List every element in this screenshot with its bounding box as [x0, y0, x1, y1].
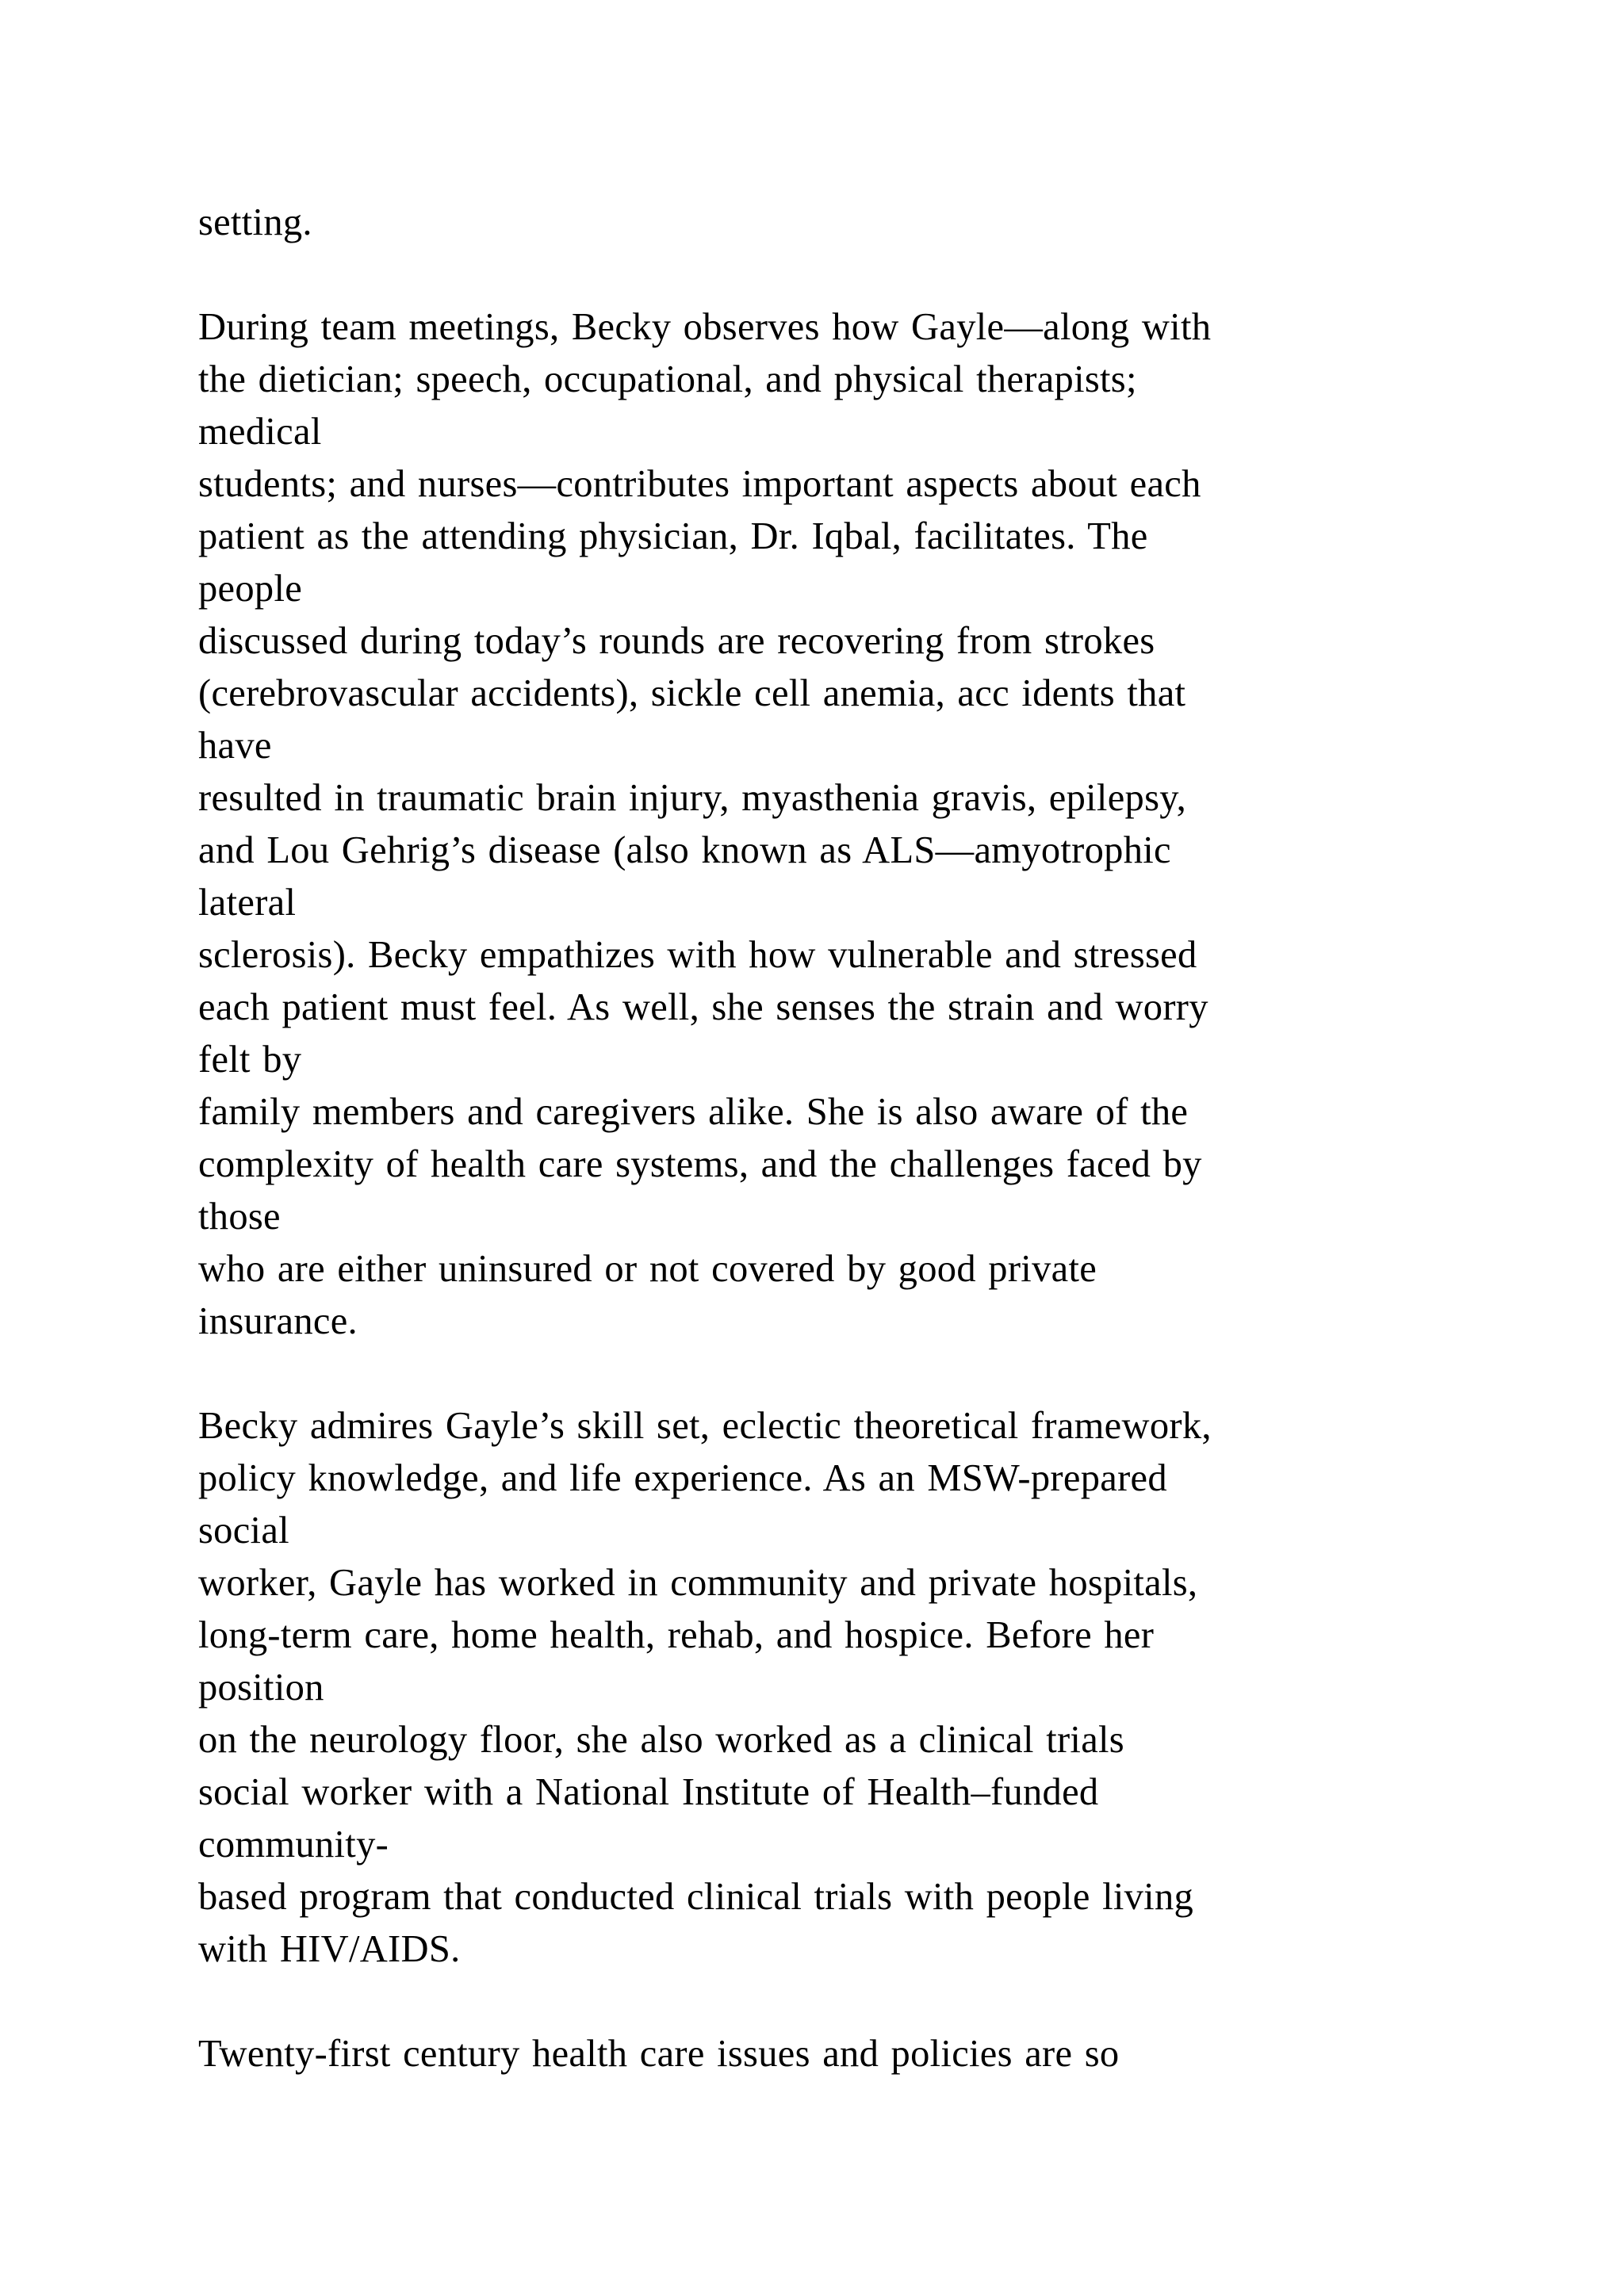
text-line: students; and nurses—contributes important aspects about each	[198, 463, 1201, 505]
paragraph-gap	[198, 249, 1546, 301]
text-line: who are either uninsured or not covered by good private	[198, 1248, 1097, 1290]
text-line: lateral	[198, 882, 297, 924]
text-line: worker, Gayle has worked in community and private hospitals,	[198, 1562, 1198, 1604]
text-line: based program that conducted clinical trials with people living	[198, 1876, 1194, 1918]
text-line: those	[198, 1196, 281, 1238]
text-line: community-	[198, 1823, 389, 1866]
text-line: discussed during today’s rounds are recovering from strokes	[198, 620, 1155, 662]
text-line: medical	[198, 411, 322, 453]
text-line: each patient must feel. As well, she senses the strain and worry	[198, 986, 1208, 1028]
paragraph-gap	[198, 1976, 1546, 2028]
text-line: social	[198, 1510, 289, 1552]
text-line: resulted in traumatic brain injury, myasthenia gravis, epilepsy,	[198, 777, 1187, 819]
text-line: Becky admires Gayle’s skill set, eclectic theoretical framework,	[198, 1405, 1212, 1447]
text-line: people	[198, 568, 303, 610]
text-line: and Lou Gehrig’s disease (also known as ALS—amyotrophic	[198, 829, 1171, 871]
paragraph-3	[198, 1400, 1546, 1976]
document-body	[198, 197, 1546, 2080]
text-line: complexity of health care systems, and the challenges faced by	[198, 1143, 1202, 1185]
text-line: with HIV/AIDS.	[198, 1928, 461, 1970]
text-line: the dietician; speech, occupational, and physical therapists;	[198, 358, 1137, 400]
text-line: on the neurology floor, she also worked as a clinical trials	[198, 1719, 1124, 1761]
text-line: patient as the attending physician, Dr. Iqbal, facilitates. The	[198, 515, 1148, 557]
paragraph-gap	[198, 1348, 1546, 1400]
text-line: social worker with a National Institute of Health–funded	[198, 1771, 1099, 1813]
text-line: family members and caregivers alike. She is also aware of the	[198, 1091, 1189, 1133]
text-line: During team meetings, Becky observes how Gayle—along with	[198, 306, 1212, 348]
text-line: position	[198, 1667, 324, 1709]
text-line: Twenty-first century health care issues and policies are so	[198, 2033, 1120, 2075]
text-line: (cerebrovascular accidents), sickle cell anemia, acc idents that	[198, 672, 1186, 714]
text-line: sclerosis). Becky empathizes with how vulnerable and stressed	[198, 934, 1197, 976]
paragraph-4	[198, 2028, 1546, 2080]
text-line: policy knowledge, and life experience. As an MSW-prepared	[198, 1457, 1167, 1499]
paragraph-2	[198, 301, 1546, 1348]
text-line: long-term care, home health, rehab, and hospice. Before her	[198, 1614, 1155, 1656]
text-line: have	[198, 725, 272, 767]
paragraph-1	[198, 197, 1546, 249]
text-line: felt by	[198, 1039, 302, 1081]
text-line: setting.	[198, 201, 312, 243]
text-line: insurance.	[198, 1300, 358, 1342]
